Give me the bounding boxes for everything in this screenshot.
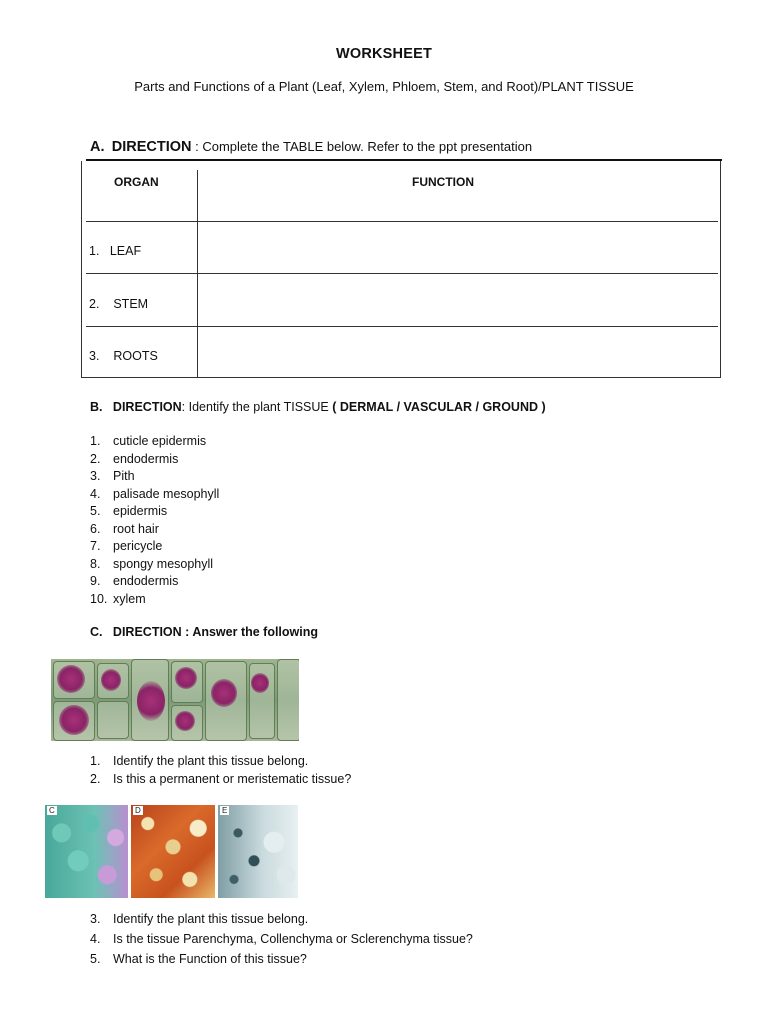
list-item: 6. root hair: [90, 521, 159, 536]
section-b-label: B.: [90, 400, 103, 414]
table-row: [89, 244, 141, 258]
list-item: 9. endodermis: [90, 574, 179, 588]
list-item: 3. Pith: [90, 469, 135, 483]
organ-leaf: LEAF: [109, 244, 142, 258]
organ-stem: STEM: [113, 297, 149, 311]
questions-part-1: [90, 753, 351, 788]
micrograph-panel-e: E: [218, 805, 298, 898]
table-row: [89, 297, 148, 311]
section-a-label: A.: [90, 139, 105, 155]
list-item: 5. What is the Function of this tissue?: [90, 952, 307, 966]
list-item: 5. epidermis: [90, 504, 168, 518]
section-c-label: C.: [90, 625, 103, 639]
section-c-direction: DIRECTION : Answer the following: [112, 625, 319, 639]
row-number: 3.: [89, 349, 100, 363]
list-item: 1. cuticle epidermis: [90, 434, 207, 448]
list-item: 7. pericycle: [90, 539, 163, 553]
questions-part-2: [90, 909, 473, 969]
micrograph-panel-c: C: [45, 805, 128, 898]
header-function: FUNCTION: [412, 175, 474, 189]
tissue-micrograph-panels: [45, 805, 298, 898]
row-number: 1.: [89, 244, 100, 258]
meristematic-tissue-micrograph: [51, 659, 299, 741]
list-item: 8. spongy mesophyll: [90, 556, 214, 571]
table-column-divider: [197, 170, 198, 378]
header-organ: ORGAN: [114, 175, 159, 189]
tissue-list: [90, 433, 219, 608]
section-c-heading: [90, 625, 318, 639]
table-row-divider: [86, 273, 718, 274]
list-item: 2. Is this a permanent or meristematic tissue?: [90, 771, 352, 786]
list-item: 4. palisade mesophyll: [90, 486, 220, 501]
section-b-direction: DIRECTION: [112, 400, 182, 414]
organ-roots: ROOTS: [113, 349, 158, 363]
section-b-text: : Identify the plant TISSUE: [181, 400, 333, 414]
section-a-text: : Complete the TABLE below. Refer to the ppt presentation: [191, 139, 533, 154]
micrograph-panel-d: D: [131, 805, 215, 898]
table-row-divider: [86, 326, 718, 327]
list-item: 10. xylem: [90, 591, 146, 606]
worksheet-subtitle: Parts and Functions of a Plant (Leaf, Xylem, Phloem, Stem, and Root)/PLANT TISSUE: [134, 79, 634, 94]
row-number: 2.: [89, 297, 100, 311]
list-item: 2. endodermis: [90, 451, 179, 466]
section-a-direction: DIRECTION: [111, 139, 192, 155]
table-row: [89, 349, 158, 363]
organ-function-table: [81, 161, 721, 378]
list-item: 3. Identify the plant this tissue belong.: [90, 912, 309, 926]
list-item: 4. Is the tissue Parenchyma, Collenchyma or Sclerenchyma tissue?: [90, 932, 473, 946]
worksheet-title: WORKSHEET: [335, 46, 433, 62]
table-row-divider: [86, 221, 718, 222]
section-b-options: ( DERMAL / VASCULAR / GROUND ): [332, 400, 546, 414]
list-item: 1. Identify the plant this tissue belong.: [90, 754, 309, 768]
section-b-heading: [90, 400, 546, 414]
section-a-heading: [90, 139, 532, 155]
